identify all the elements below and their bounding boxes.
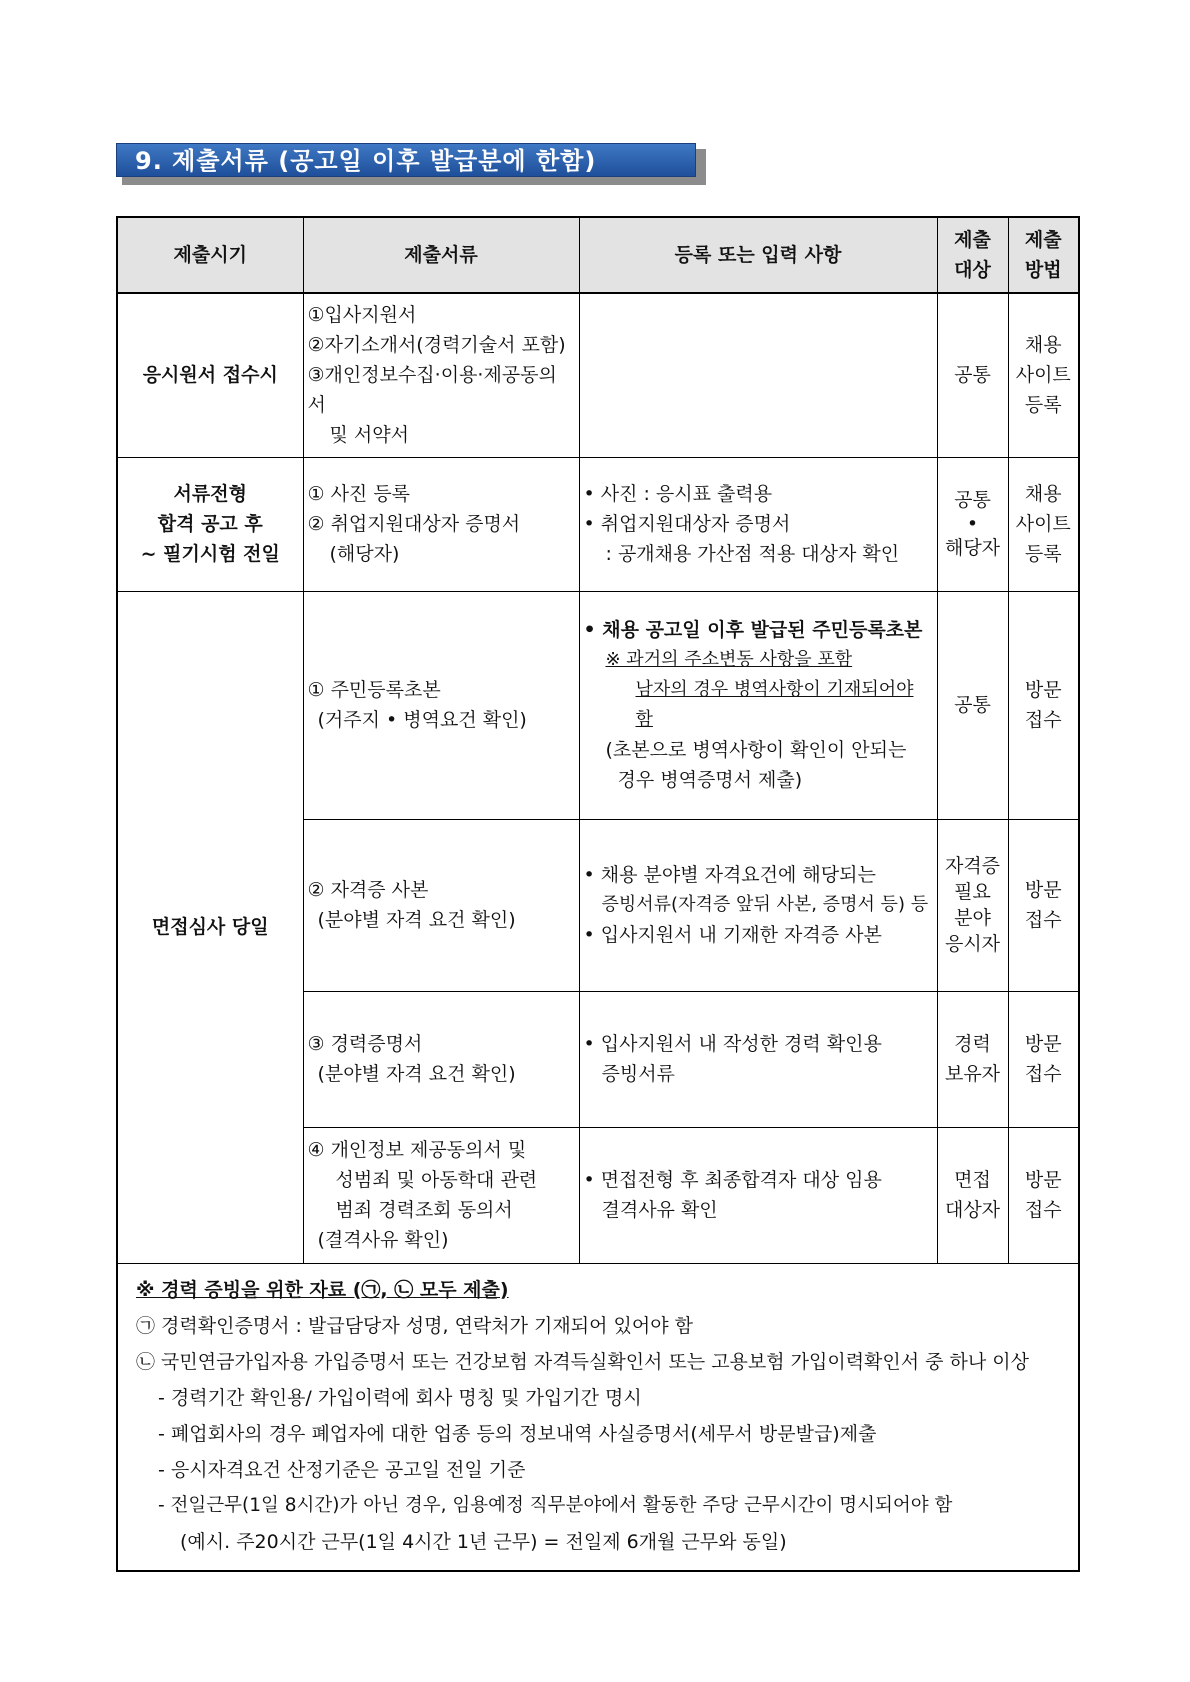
method-line: 방문 <box>1024 879 1062 901</box>
target-line: 보유자 <box>944 1063 1001 1085</box>
header-row <box>117 217 1079 293</box>
method-line: 채용 <box>1024 483 1062 505</box>
note-detail: (예시. 주20시간 근무(1일 4시간 1년 근무) = 전일제 6개월 근무와 동일) <box>180 1530 787 1553</box>
detail-line: • 면접전형 후 최종합격자 대상 임용 <box>583 1169 882 1191</box>
method-line: 등록 <box>1024 543 1062 565</box>
target-line: 공통 <box>954 489 991 511</box>
detail-line: • 채용 분야별 자격요건에 해당되는 <box>583 864 876 886</box>
target-line: • <box>966 513 979 535</box>
doc-item: ③개인정보수집·이용·제공동의서 <box>307 364 557 417</box>
stage-document-screening <box>117 457 303 591</box>
header-target <box>937 217 1008 293</box>
detail-line: • 입사지원서 내 작성한 경력 확인용 <box>583 1033 882 1055</box>
method-line: 사이트 <box>1015 513 1071 535</box>
note-detail: - 전일근무(1일 8시간)가 아닌 경우, 임용예정 직무분야에서 활동한 주당 근무시간이 명시되어야 함 <box>158 1494 953 1516</box>
target-cell: 공통 <box>937 293 1008 457</box>
note-detail: - 경력기간 확인용/ 가입이력에 회사 명칭 및 가입기간 명시 <box>158 1386 642 1409</box>
target-line: 필요 <box>954 881 991 903</box>
docs-cell <box>303 819 579 991</box>
target-line: 자격증 <box>944 855 1001 877</box>
target-cell <box>937 819 1008 991</box>
docs-cell <box>303 591 579 819</box>
method-cell <box>1008 1127 1079 1263</box>
detail-line <box>584 675 933 735</box>
method-line: 사이트 <box>1015 364 1071 387</box>
doc-item: ② 자격증 사본 <box>307 879 429 901</box>
detail-line <box>584 645 933 675</box>
header-method <box>1008 217 1079 293</box>
detail-line: • 사진 : 응시표 출력용 <box>583 483 773 505</box>
method-cell <box>1008 991 1079 1127</box>
docs-cell <box>303 457 579 591</box>
notes-heading: ※ 경력 증빙을 위한 자료 (㉠, ㉡ 모두 제출) <box>136 1278 509 1301</box>
notes-row <box>117 1263 1079 1571</box>
notes-cell <box>117 1263 1079 1571</box>
doc-item: (결격사유 확인) <box>317 1229 449 1251</box>
stage-application: 응시원서 접수시 <box>117 293 303 457</box>
details-cell <box>579 1127 937 1263</box>
doc-item: 및 서약서 <box>329 424 409 447</box>
detail-line-underlined: 남자의 경우 병역사항이 기재되어야 함 <box>635 679 914 730</box>
method-cell <box>1008 591 1079 819</box>
docs-cell <box>303 293 579 457</box>
note-detail: - 응시자격요건 산정기준은 공고일 전일 기준 <box>158 1458 526 1481</box>
target-cell <box>937 991 1008 1127</box>
doc-item: 범죄 경력조회 동의서 <box>335 1199 513 1221</box>
table-row <box>117 293 1079 457</box>
details-cell-empty <box>579 293 937 457</box>
detail-line: • 취업지원대상자 증명서 <box>583 513 791 535</box>
target-line: 해당자 <box>944 537 1001 559</box>
detail-line: 증빙서류(자격증 앞뒤 사본, 증명서 등) 등 <box>601 894 929 915</box>
detail-line-underlined: ※ 과거의 주소변동 사항을 포함 <box>605 649 853 670</box>
table-row <box>117 457 1079 591</box>
stage-line: ~ 필기시험 전일 <box>140 543 280 565</box>
stage-interview: 면접심사 당일 <box>117 591 303 1263</box>
target-line: 경력 <box>954 1033 991 1055</box>
details-cell <box>579 819 937 991</box>
target-line: 분야 <box>954 907 991 929</box>
detail-line-bold: • 채용 공고일 이후 발급된 주민등록초본 <box>583 619 923 641</box>
doc-item: (분야별 자격 요건 확인) <box>317 909 516 931</box>
doc-item: ① 사진 등록 <box>307 483 411 505</box>
target-cell: 공통 <box>937 591 1008 819</box>
doc-item: (해당자) <box>329 543 400 565</box>
header-method-line: 제출 <box>1024 229 1062 251</box>
header-details: 등록 또는 입력 사항 <box>579 217 937 293</box>
target-line: 대상자 <box>944 1199 1001 1221</box>
doc-item: ②자기소개서(경력기술서 포함) <box>307 334 566 357</box>
method-line: 접수 <box>1024 709 1062 731</box>
method-cell <box>1008 293 1079 457</box>
detail-line: (초본으로 병역사항이 확인이 안되는 <box>605 739 907 761</box>
doc-item: ② 취업지원대상자 증명서 <box>307 513 521 535</box>
method-line: 채용 <box>1024 334 1062 357</box>
method-line: 방문 <box>1024 1033 1062 1055</box>
header-timing: 제출시기 <box>117 217 303 293</box>
doc-item: ①입사지원서 <box>307 304 417 327</box>
target-cell <box>937 457 1008 591</box>
stage-line: 서류전형 <box>173 483 247 505</box>
header-documents: 제출서류 <box>303 217 579 293</box>
note-detail: - 폐업회사의 경우 폐업자에 대한 업종 등의 정보내역 사실증명서(세무서 방문발급)제출 <box>158 1422 877 1445</box>
method-line: 방문 <box>1024 679 1062 701</box>
method-line: 접수 <box>1024 1063 1062 1085</box>
note-item: ㉡ 국민연금가입자용 가입증명서 또는 건강보험 자격득실확인서 또는 고용보험 가입이력확인서 중 하나 이상 <box>136 1350 1030 1373</box>
doc-item: ① 주민등록초본 <box>307 679 441 701</box>
docs-cell <box>303 1127 579 1263</box>
docs-cell <box>303 991 579 1127</box>
details-cell <box>579 991 937 1127</box>
header-method-line: 방법 <box>1024 259 1062 281</box>
target-line: 면접 <box>954 1169 991 1191</box>
doc-item: 성범죄 및 아동학대 관련 <box>335 1169 538 1191</box>
detail-line: 증빙서류 <box>601 1063 675 1085</box>
details-cell <box>579 591 937 819</box>
detail-line: 결격사유 확인 <box>601 1199 718 1221</box>
method-line: 방문 <box>1024 1169 1062 1191</box>
section-title-banner <box>116 143 704 181</box>
method-cell <box>1008 819 1079 991</box>
method-line: 접수 <box>1024 909 1062 931</box>
detail-line: • 입사지원서 내 기재한 자격증 사본 <box>583 924 882 946</box>
doc-item: (거주지 • 병역요건 확인) <box>317 709 527 731</box>
target-line: 응시자 <box>944 933 1001 955</box>
header-target-line: 제출 <box>954 229 991 251</box>
detail-line: 경우 병역증명서 제출) <box>617 769 803 791</box>
method-line: 접수 <box>1024 1199 1062 1221</box>
doc-item: ③ 경력증명서 <box>307 1033 423 1055</box>
method-line: 등록 <box>1024 394 1062 417</box>
table-row <box>117 591 1079 819</box>
doc-item: (분야별 자격 요건 확인) <box>317 1063 516 1085</box>
target-cell <box>937 1127 1008 1263</box>
detail-line: : 공개채용 가산점 적용 대상자 확인 <box>605 543 900 565</box>
header-target-line: 대상 <box>954 259 991 281</box>
documents-table <box>116 216 1080 1572</box>
note-item: ㉠ 경력확인증명서 : 발급담당자 성명, 연락처가 기재되어 있어야 함 <box>136 1314 693 1337</box>
details-cell <box>579 457 937 591</box>
method-cell <box>1008 457 1079 591</box>
doc-item: ④ 개인정보 제공동의서 및 <box>307 1139 527 1161</box>
stage-line: 합격 공고 후 <box>157 513 263 535</box>
section-title: 9. 제출서류 (공고일 이후 발급분에 한함) <box>116 143 696 177</box>
